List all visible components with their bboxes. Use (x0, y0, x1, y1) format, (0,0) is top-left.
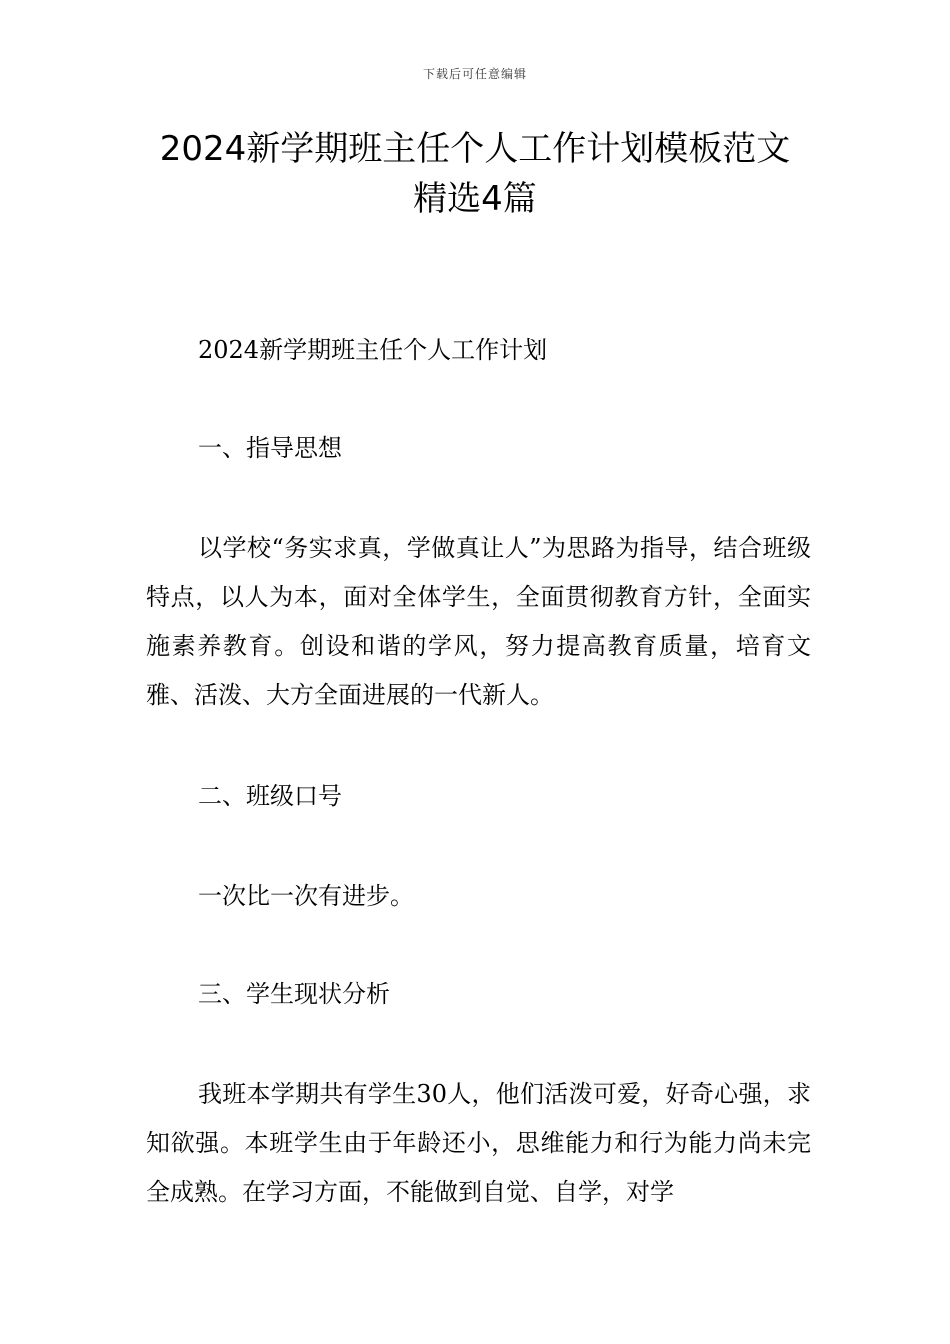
section-heading-1: 一、指导思想 (198, 434, 342, 462)
section-heading-3: 三、学生现状分析 (198, 980, 390, 1008)
subtitle: 2024新学期班主任个人工作计划 (198, 336, 548, 364)
section-body-1: 以学校“务实求真，学做真让人”为思路为指导，结合班级特点，以人为本，面对全体学生，全面贯彻教育方针，全面实施素养教育。创设和谐的学风，努力提高教育质量，培育文雅、活泼、大方全面进展的一代新人。 (146, 534, 811, 709)
section-body-3: 我班本学期共有学生30人，他们活泼可爱，好奇心强，求知欲强。本班学生由于年龄还小，思维能力和行为能力尚未完全成熟。在学习方面，不能做到自觉、自学，对学 (146, 1080, 811, 1206)
document-title-line-2: 精选4篇 (413, 179, 537, 219)
section-heading-2: 二、班级口号 (198, 782, 342, 810)
document-title-line-1: 2024新学期班主任个人工作计划模板范文 (159, 129, 791, 169)
section-body-2: 一次比一次有进步。 (198, 882, 414, 910)
document-title (100, 124, 850, 224)
header-note: 下载后可任意编辑 (422, 67, 527, 81)
